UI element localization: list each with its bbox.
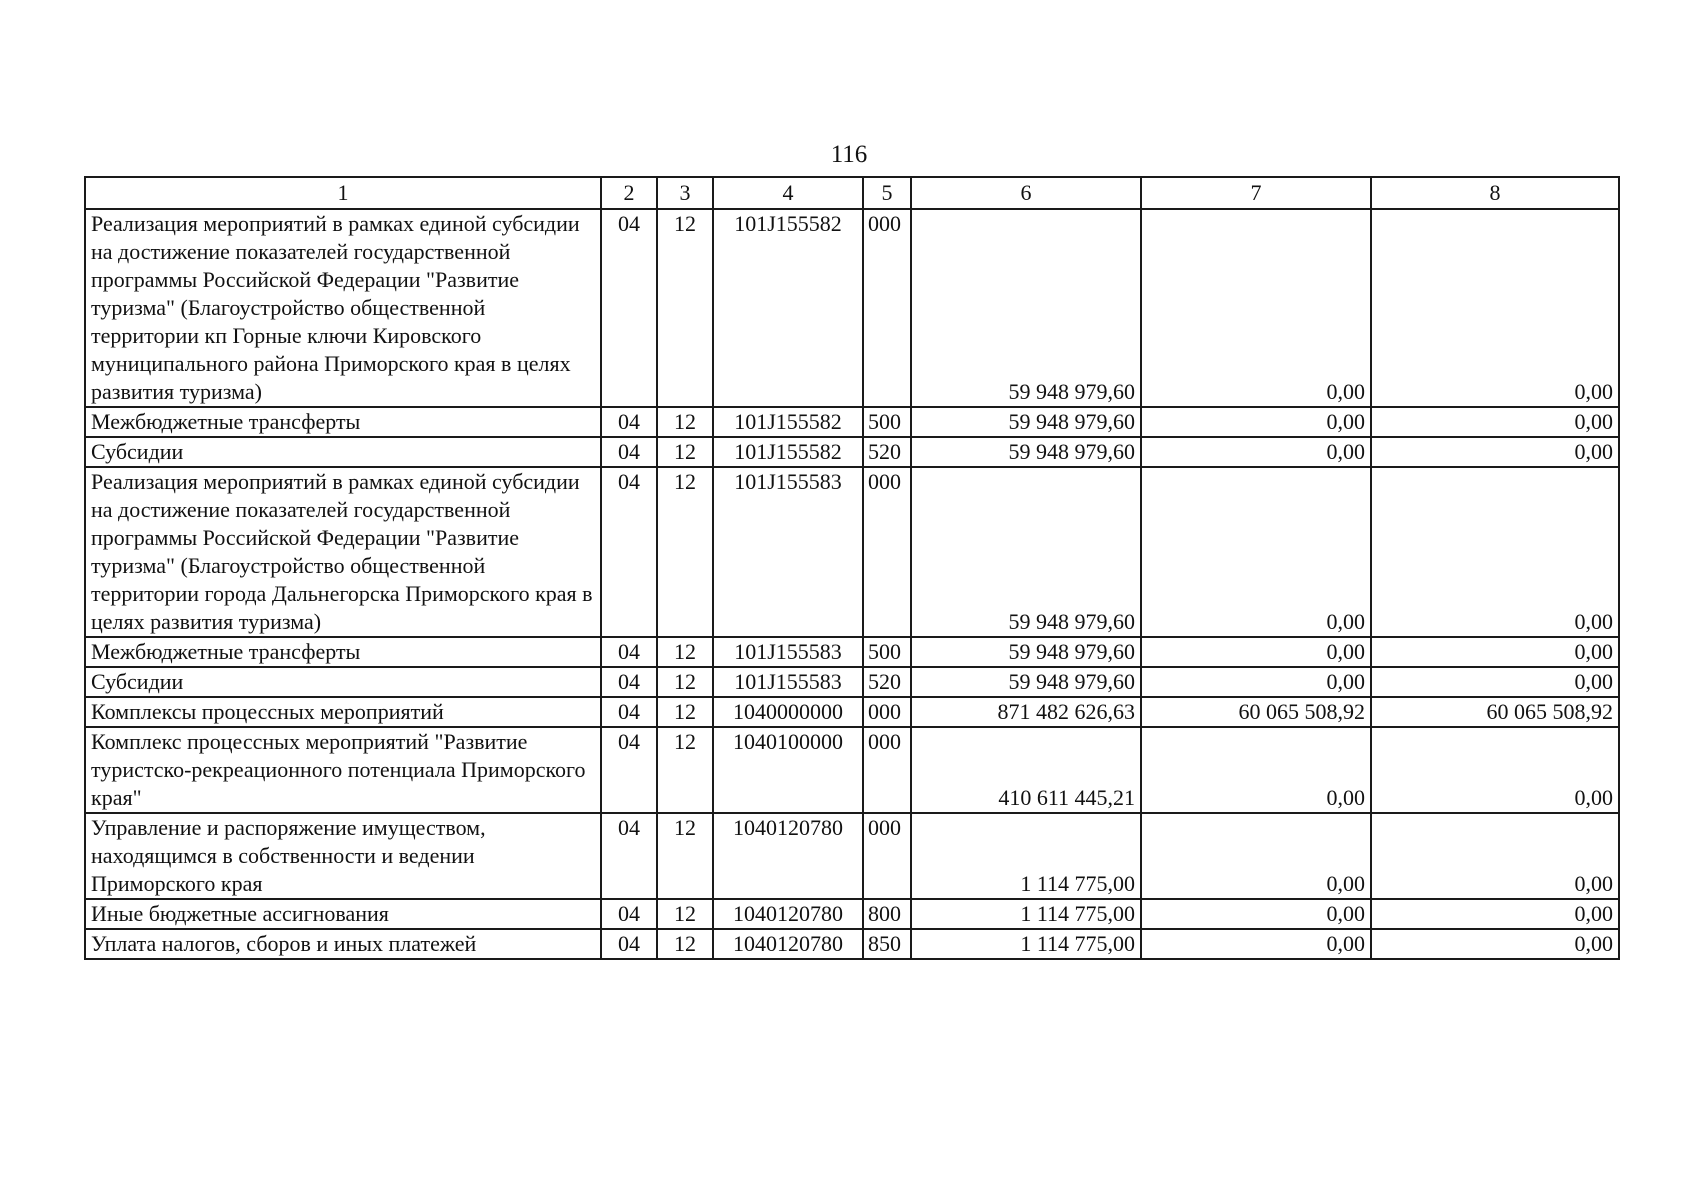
- subsection-code-cell: 12: [657, 407, 713, 437]
- section-code-cell: 04: [601, 929, 657, 959]
- subsection-code-cell: 12: [657, 697, 713, 727]
- table-row: [85, 727, 1619, 813]
- amount-col8-cell: 0,00: [1371, 637, 1619, 667]
- amount-col8-cell: 0,00: [1371, 407, 1619, 437]
- row-name-cell: Комплекс процессных мероприятий "Развитие туристско-рекреационного потенциала Приморского края": [85, 727, 601, 813]
- column-header-1: 1: [85, 177, 601, 209]
- section-code-cell: 04: [601, 899, 657, 929]
- table-body: [85, 209, 1619, 959]
- subsection-code-cell: 12: [657, 467, 713, 637]
- amount-col8-cell: 0,00: [1371, 437, 1619, 467]
- section-code-cell: 04: [601, 727, 657, 813]
- target-article-cell: 101J155582: [713, 407, 863, 437]
- amount-col7-cell: 0,00: [1141, 929, 1371, 959]
- amount-col6-cell: 1 114 775,00: [911, 929, 1141, 959]
- amount-col8-cell: 0,00: [1371, 467, 1619, 637]
- amount-col8-cell: 60 065 508,92: [1371, 697, 1619, 727]
- expense-type-cell: 850: [863, 929, 911, 959]
- subsection-code-cell: 12: [657, 727, 713, 813]
- section-code-cell: 04: [601, 209, 657, 407]
- amount-col8-cell: 0,00: [1371, 727, 1619, 813]
- subsection-code-cell: 12: [657, 437, 713, 467]
- amount-col6-cell: 59 948 979,60: [911, 467, 1141, 637]
- row-name-cell: Субсидии: [85, 667, 601, 697]
- target-article-cell: 1040000000: [713, 697, 863, 727]
- amount-col8-cell: 0,00: [1371, 813, 1619, 899]
- amount-col6-cell: 59 948 979,60: [911, 437, 1141, 467]
- amount-col7-cell: 0,00: [1141, 209, 1371, 407]
- subsection-code-cell: 12: [657, 813, 713, 899]
- column-header-4: 4: [713, 177, 863, 209]
- subsection-code-cell: 12: [657, 899, 713, 929]
- amount-col6-cell: 410 611 445,21: [911, 727, 1141, 813]
- expense-type-cell: 000: [863, 727, 911, 813]
- budget-table: [84, 176, 1620, 960]
- section-code-cell: 04: [601, 667, 657, 697]
- table-row: [85, 899, 1619, 929]
- table-row: [85, 209, 1619, 407]
- amount-col8-cell: 0,00: [1371, 899, 1619, 929]
- table-row: [85, 437, 1619, 467]
- expense-type-cell: 520: [863, 437, 911, 467]
- column-header-5: 5: [863, 177, 911, 209]
- amount-col6-cell: 59 948 979,60: [911, 209, 1141, 407]
- target-article-cell: 101J155583: [713, 667, 863, 697]
- header-row: [85, 177, 1619, 209]
- row-name-cell: Субсидии: [85, 437, 601, 467]
- amount-col7-cell: 0,00: [1141, 813, 1371, 899]
- section-code-cell: 04: [601, 467, 657, 637]
- row-name-cell: Иные бюджетные ассигнования: [85, 899, 601, 929]
- table-row: [85, 929, 1619, 959]
- target-article-cell: 1040120780: [713, 929, 863, 959]
- expense-type-cell: 500: [863, 407, 911, 437]
- row-name-cell: Межбюджетные трансферты: [85, 637, 601, 667]
- amount-col7-cell: 0,00: [1141, 667, 1371, 697]
- amount-col7-cell: 0,00: [1141, 899, 1371, 929]
- target-article-cell: 101J155583: [713, 467, 863, 637]
- table-row: [85, 667, 1619, 697]
- expense-type-cell: 000: [863, 467, 911, 637]
- table-row: [85, 697, 1619, 727]
- expense-type-cell: 800: [863, 899, 911, 929]
- expense-type-cell: 520: [863, 667, 911, 697]
- section-code-cell: 04: [601, 697, 657, 727]
- target-article-cell: 101J155582: [713, 437, 863, 467]
- section-code-cell: 04: [601, 407, 657, 437]
- section-code-cell: 04: [601, 637, 657, 667]
- target-article-cell: 1040120780: [713, 813, 863, 899]
- column-header-2: 2: [601, 177, 657, 209]
- row-name-cell: Уплата налогов, сборов и иных платежей: [85, 929, 601, 959]
- row-name-cell: Реализация мероприятий в рамках единой субсидии на достижение показателей государственной программы Российской Федерации "Развитие туризма" (Благоустройство общественной территории города Дальнегорска Приморского края в целях развития туризма): [85, 467, 601, 637]
- row-name-cell: Комплексы процессных мероприятий: [85, 697, 601, 727]
- amount-col7-cell: 0,00: [1141, 637, 1371, 667]
- column-header-7: 7: [1141, 177, 1371, 209]
- expense-type-cell: 000: [863, 697, 911, 727]
- subsection-code-cell: 12: [657, 929, 713, 959]
- table-row: [85, 467, 1619, 637]
- column-header-3: 3: [657, 177, 713, 209]
- row-name-cell: Реализация мероприятий в рамках единой субсидии на достижение показателей государственной программы Российской Федерации "Развитие туризма" (Благоустройство общественной территории кп Горные ключи Кировского муниципального района Приморского края в целях развития туризма): [85, 209, 601, 407]
- amount-col7-cell: 0,00: [1141, 407, 1371, 437]
- section-code-cell: 04: [601, 813, 657, 899]
- amount-col6-cell: 59 948 979,60: [911, 637, 1141, 667]
- amount-col8-cell: 0,00: [1371, 209, 1619, 407]
- amount-col6-cell: 1 114 775,00: [911, 813, 1141, 899]
- table-row: [85, 637, 1619, 667]
- amount-col7-cell: 0,00: [1141, 467, 1371, 637]
- expense-type-cell: 000: [863, 209, 911, 407]
- target-article-cell: 101J155583: [713, 637, 863, 667]
- amount-col7-cell: 60 065 508,92: [1141, 697, 1371, 727]
- amount-col6-cell: 59 948 979,60: [911, 407, 1141, 437]
- column-header-8: 8: [1371, 177, 1619, 209]
- amount-col7-cell: 0,00: [1141, 727, 1371, 813]
- amount-col6-cell: 871 482 626,63: [911, 697, 1141, 727]
- expense-type-cell: 500: [863, 637, 911, 667]
- amount-col7-cell: 0,00: [1141, 437, 1371, 467]
- target-article-cell: 1040120780: [713, 899, 863, 929]
- amount-col8-cell: 0,00: [1371, 667, 1619, 697]
- subsection-code-cell: 12: [657, 667, 713, 697]
- table-row: [85, 813, 1619, 899]
- row-name-cell: Межбюджетные трансферты: [85, 407, 601, 437]
- amount-col6-cell: 59 948 979,60: [911, 667, 1141, 697]
- expense-type-cell: 000: [863, 813, 911, 899]
- table-header: [85, 177, 1619, 209]
- row-name-cell: Управление и распоряжение имуществом, находящимся в собственности и ведении Приморского края: [85, 813, 601, 899]
- section-code-cell: 04: [601, 437, 657, 467]
- target-article-cell: 1040100000: [713, 727, 863, 813]
- subsection-code-cell: 12: [657, 637, 713, 667]
- page-number: 116: [830, 141, 868, 168]
- subsection-code-cell: 12: [657, 209, 713, 407]
- target-article-cell: 101J155582: [713, 209, 863, 407]
- amount-col8-cell: 0,00: [1371, 929, 1619, 959]
- table-row: [85, 407, 1619, 437]
- amount-col6-cell: 1 114 775,00: [911, 899, 1141, 929]
- column-header-6: 6: [911, 177, 1141, 209]
